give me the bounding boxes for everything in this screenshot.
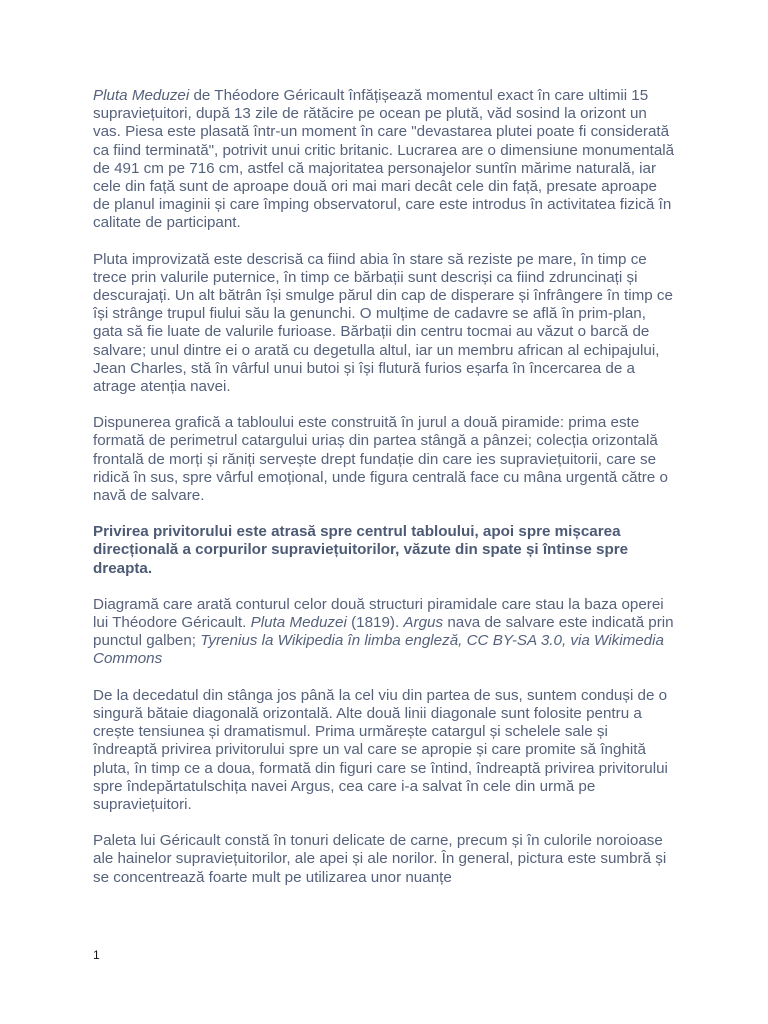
document-page (93, 87, 675, 905)
paragraph-5-span-1: Diagramă care arată conturul celor două structuri piramidale care stau la baza operei lui Théodore Géricault. (93, 595, 664, 632)
paragraph-3-span-1: Dispunerea grafică a tabloului este construită în jurul a două piramide: prima este formată de perimetrul catargului uriaș din partea stângă a pânzei; colecția orizontală frontală de morți și răniți servește drept fundație din care ies supraviețuitorii, care se ridică în sus, spre vârful emoțional, unde figura centrală face cu mâna urgentă către o navă de salvare. (93, 414, 668, 505)
paragraph-2-span-1: Pluta improvizată este descrisă ca fiind abia în stare să reziste pe mare, în timp ce trece prin valurile puternice, în timp ce bărbații sunt descriși ca fiind zdruncinați și descurajați. Un alt bătrân își smulge părul din cap de disperare și înfrângere în timp ce își strânge trupul fiului său la genunchi. O mulțime de cadavre se află în prim-plan, gata să fie luate de valurile furioase. Bărbații din centru tocmai au văzut o barcă de salvare; unul dintre ei o arată cu degetulla altul, iar un membru african al echipajului, Jean Charles, stă în vârful unui butoi și își flutură furios eșarfa în încercarea de a atrage atenția navei. (93, 250, 673, 396)
page-number: 1 (93, 948, 100, 962)
paragraph-5-span-6: Tyrenius la Wikipedia în limba engleză, CC BY-SA 3.0, via Wikimedia Commons (93, 632, 664, 668)
paragraph-1-span-1: Pluta Meduzei (93, 87, 190, 104)
paragraph-6 (93, 687, 675, 814)
paragraph-6-span-1: De la decedatul din stânga jos până la cel viu din partea de sus, suntem conduși de o singură bătaie diagonală orizontală. Alte două linii diagonale sunt folosite pentru a crește tensiunea și dramatismul. Prima urmărește catargul și schelele sale și îndreaptă privirea privitorului spre un val care se apropie și care promite să înghită pluta, în timp ce a doua, formată din figuri care se întind, îndreaptă privirea privitorului spre îndepărtatulschița navei Argus, cea care i-a salvat în cele din urmă pe supraviețuitori. (93, 686, 668, 813)
paragraph-5-span-3: (1819). (346, 614, 404, 632)
paragraph-4-bold (93, 523, 675, 578)
paragraph-1 (93, 87, 675, 233)
paragraph-1-span-2: de Théodore Géricault înfățișează momentul exact în care ultimii 15 supraviețuitori, după 13 zile de rătăcire pe ocean pe plută, văd sosind la orizont un vas. Piesa este plasată într-un moment în care "devastarea plutei poate fi considerată ca fiind terminată", potrivit unui critic britanic. Lucrarea are o dimensiune monumentală de 491 cm pe 716 cm, astfel că majoritatea personajelor suntîn mărime naturală, iar cele din față sunt de aproape două ori mai mari decât cele din față, presate aproape de planul imaginii și care împing observatorul, care este introdus în activitatea fizică în calitate de participant. (93, 87, 675, 232)
paragraph-7 (93, 832, 675, 887)
paragraph-5-image-caption (93, 596, 675, 669)
paragraph-5-span-4: Argus (403, 614, 444, 632)
paragraph-5-span-2: Pluta Meduzei (250, 614, 347, 632)
paragraph-2 (93, 251, 675, 397)
paragraph-3 (93, 414, 675, 505)
paragraph-5-span-5: nava de salvare este indicată prin punctul galben; (93, 614, 674, 650)
paragraph-7-span-1: Paleta lui Géricault constă în tonuri delicate de carne, precum și în culorile noroioase ale hainelor supraviețuitorilor, ale apei și ale norilor. În general, pictura este sumbră și se concentrează foarte mult pe utilizarea unor nuanțe (93, 832, 667, 886)
paragraph-4-span-1: Privirea privitorului este atrasă spre centrul tabloului, apoi spre mișcarea direcțională a corpurilor supraviețuitorilor, văzute din spate și întinse spre dreapta. (93, 523, 629, 577)
